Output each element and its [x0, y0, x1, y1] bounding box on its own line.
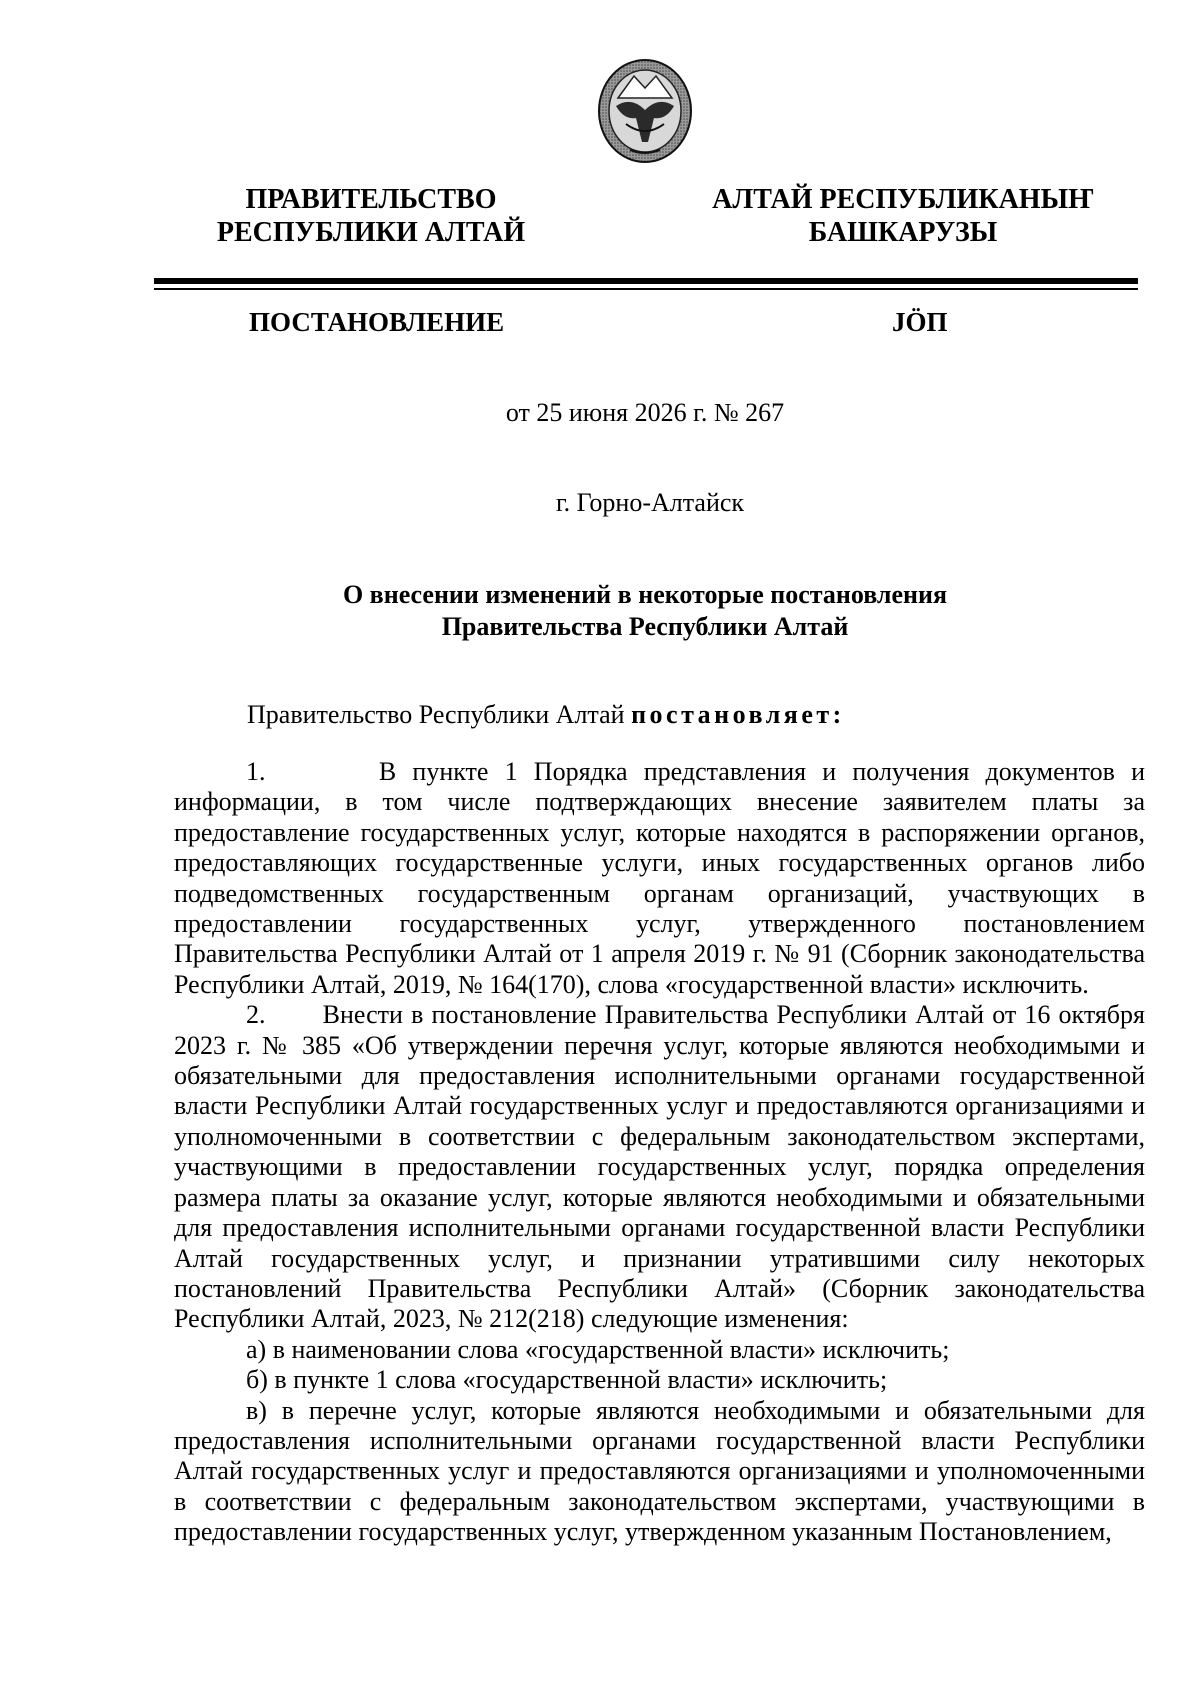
document-body	[174, 757, 1145, 1548]
header-divider-thick	[154, 278, 1138, 284]
government-name-altai-line2: БАШКАРУЗЫ	[808, 217, 998, 248]
document-title-line1: О внесении изменений в некоторые постановления	[342, 580, 948, 609]
government-name-russian	[176, 183, 566, 249]
subparagraph-b: б) в пункте 1 слова «государственной власти» исключить;	[246, 1365, 888, 1395]
decree-subject: Правительство Республики Алтай	[247, 700, 625, 729]
government-name-altai	[708, 183, 1098, 249]
document-title-line2: Правительства Республики Алтай	[441, 612, 849, 641]
government-name-altai-line1: АЛТАЙ РЕСПУБЛИКАНЫҤ	[712, 184, 1094, 215]
doctype-altai: JÖП	[892, 307, 948, 337]
decree-statement	[247, 700, 845, 730]
government-name-line1: ПРАВИТЕЛЬСТВО	[245, 184, 497, 215]
header-divider-thin	[154, 288, 1138, 290]
document-date-number: от 25 июня 2026 г. № 267	[505, 398, 785, 427]
doctype-russian: ПОСТАНОВЛЕНИЕ	[249, 307, 505, 337]
government-name-line2: РЕСПУБЛИКИ АЛТАЙ	[216, 217, 526, 248]
subparagraph-c: в) в перечне услуг, которые являются необходимыми и обязательными для предоставления исполнительными органами государственной власти Республики Алтай государственных услуг и предоставляются организациями и уполномоченными в соответствии с федеральным законодательством экспертами, участвующими в предоставлении государственных услуг, утвержденном указанным Постановлением,	[174, 1395, 1145, 1547]
document-title	[150, 579, 1140, 643]
decree-verb: постановляет:	[631, 700, 845, 729]
paragraph-2: 2. Внести в постановление Правительства Республики Алтай от 16 октября 2023 г. № 385 «Об утверждении перечня услуг, которые являются необходимыми и обязательными для предоставления исполнительными органами государственной власти Республики Алтай государственных услуг и предоставляются организациями и уполномоченными в соответствии с федеральным законодательством экспертами, участвующими в предоставлении государственных услуг, порядка определения размера платы за оказание услуг, которые являются необходимыми и обязательными для предоставления исполнительными органами государственной власти Республики Алтай государственных услуг, и признании утратившими силу некоторых постановлений Правительства Республики Алтай» (Сборник законодательства Республики Алтай, 2023, № 212(218) следующие изменения:	[174, 1000, 1145, 1334]
document-city: г. Горно-Алтайск	[555, 488, 745, 517]
subparagraph-a: а) в наименовании слова «государственной власти» исключить;	[246, 1334, 950, 1364]
coat-of-arms-icon	[596, 58, 694, 164]
paragraph-1: 1. В пункте 1 Порядка представления и получения документов и информации, в том числе подтверждающих внесение заявителем платы за предоставление государственных услуг, которые находятся в распоряжении органов, предоставляющих государственные услуги, иных государственных органов либо подведомственных государственным органам организаций, участвующих в предоставлении государственных услуг, утвержденного постановлением Правительства Республики Алтай от 1 апреля 2019 г. № 91 (Сборник законодательства Республики Алтай, 2019, № 164(170), слова «государственной власти» исключить.	[174, 757, 1145, 999]
